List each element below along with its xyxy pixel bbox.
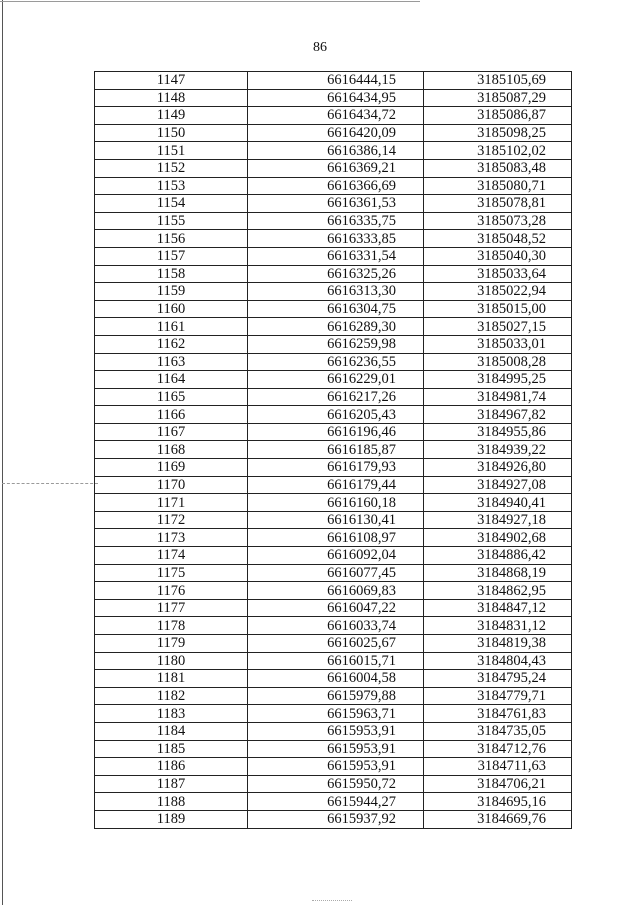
- point-number-cell: 1153: [95, 177, 248, 195]
- point-number-cell: 1182: [95, 687, 248, 705]
- x-coordinate-cell: 6615937,92: [248, 810, 424, 828]
- y-coordinate-cell: 3184886,42: [424, 547, 572, 565]
- y-coordinate-cell: 3184779,71: [424, 687, 572, 705]
- x-coordinate-cell: 6616130,41: [248, 511, 424, 529]
- table-row: [95, 247, 572, 265]
- table-row: [95, 775, 572, 793]
- point-number-cell: 1180: [95, 652, 248, 670]
- y-coordinate-cell: 3184927,08: [424, 476, 572, 494]
- x-coordinate-cell: 6615944,27: [248, 793, 424, 811]
- point-number-cell: 1148: [95, 89, 248, 107]
- y-coordinate-cell: 3184735,05: [424, 722, 572, 740]
- table-row: [95, 529, 572, 547]
- point-number-cell: 1155: [95, 212, 248, 230]
- y-coordinate-cell: 3184847,12: [424, 599, 572, 617]
- x-coordinate-cell: 6616434,72: [248, 107, 424, 125]
- table-row: [95, 142, 572, 160]
- y-coordinate-cell: 3184902,68: [424, 529, 572, 547]
- y-coordinate-cell: 3185078,81: [424, 195, 572, 213]
- point-number-cell: 1156: [95, 230, 248, 248]
- point-number-cell: 1181: [95, 670, 248, 688]
- scan-edge-top: [0, 1, 420, 2]
- x-coordinate-cell: 6616108,97: [248, 529, 424, 547]
- point-number-cell: 1147: [95, 72, 248, 90]
- point-number-cell: 1162: [95, 335, 248, 353]
- point-number-cell: 1189: [95, 810, 248, 828]
- point-number-cell: 1169: [95, 459, 248, 477]
- y-coordinate-cell: 3184711,63: [424, 758, 572, 776]
- x-coordinate-cell: 6616229,01: [248, 371, 424, 389]
- coordinates-table: [94, 71, 572, 829]
- y-coordinate-cell: 3184940,41: [424, 494, 572, 512]
- x-coordinate-cell: 6616333,85: [248, 230, 424, 248]
- table-row: [95, 177, 572, 195]
- x-coordinate-cell: 6616259,98: [248, 335, 424, 353]
- y-coordinate-cell: 3184868,19: [424, 564, 572, 582]
- scan-artifact-bottom: [312, 900, 352, 901]
- point-number-cell: 1160: [95, 300, 248, 318]
- x-coordinate-cell: 6616077,45: [248, 564, 424, 582]
- y-coordinate-cell: 3185080,71: [424, 177, 572, 195]
- scan-artifact: [2, 483, 98, 484]
- table-row: [95, 423, 572, 441]
- table-row: [95, 705, 572, 723]
- table-row: [95, 511, 572, 529]
- y-coordinate-cell: 3185033,01: [424, 335, 572, 353]
- y-coordinate-cell: 3185102,02: [424, 142, 572, 160]
- x-coordinate-cell: 6616069,83: [248, 582, 424, 600]
- table-row: [95, 494, 572, 512]
- x-coordinate-cell: 6616015,71: [248, 652, 424, 670]
- point-number-cell: 1178: [95, 617, 248, 635]
- table-row: [95, 335, 572, 353]
- point-number-cell: 1170: [95, 476, 248, 494]
- x-coordinate-cell: 6616366,69: [248, 177, 424, 195]
- x-coordinate-cell: 6616420,09: [248, 124, 424, 142]
- y-coordinate-cell: 3184695,16: [424, 793, 572, 811]
- point-number-cell: 1150: [95, 124, 248, 142]
- table-row: [95, 722, 572, 740]
- point-number-cell: 1154: [95, 195, 248, 213]
- table-row: [95, 388, 572, 406]
- y-coordinate-cell: 3184967,82: [424, 406, 572, 424]
- x-coordinate-cell: 6616217,26: [248, 388, 424, 406]
- point-number-cell: 1176: [95, 582, 248, 600]
- table-row: [95, 230, 572, 248]
- table-row: [95, 353, 572, 371]
- page-number: 86: [313, 40, 327, 55]
- point-number-cell: 1151: [95, 142, 248, 160]
- table-row: [95, 758, 572, 776]
- table-row: [95, 265, 572, 283]
- x-coordinate-cell: 6616047,22: [248, 599, 424, 617]
- table-row: [95, 564, 572, 582]
- x-coordinate-cell: 6616179,93: [248, 459, 424, 477]
- y-coordinate-cell: 3184712,76: [424, 740, 572, 758]
- y-coordinate-cell: 3185086,87: [424, 107, 572, 125]
- table-row: [95, 670, 572, 688]
- x-coordinate-cell: 6616361,53: [248, 195, 424, 213]
- y-coordinate-cell: 3185083,48: [424, 159, 572, 177]
- point-number-cell: 1187: [95, 775, 248, 793]
- point-number-cell: 1163: [95, 353, 248, 371]
- point-number-cell: 1171: [95, 494, 248, 512]
- table-row: [95, 406, 572, 424]
- table-row: [95, 793, 572, 811]
- y-coordinate-cell: 3185040,30: [424, 247, 572, 265]
- y-coordinate-cell: 3184795,24: [424, 670, 572, 688]
- y-coordinate-cell: 3184804,43: [424, 652, 572, 670]
- y-coordinate-cell: 3184706,21: [424, 775, 572, 793]
- x-coordinate-cell: 6616033,74: [248, 617, 424, 635]
- y-coordinate-cell: 3185105,69: [424, 72, 572, 90]
- point-number-cell: 1158: [95, 265, 248, 283]
- x-coordinate-cell: 6615950,72: [248, 775, 424, 793]
- x-coordinate-cell: 6616444,15: [248, 72, 424, 90]
- y-coordinate-cell: 3184995,25: [424, 371, 572, 389]
- point-number-cell: 1188: [95, 793, 248, 811]
- x-coordinate-cell: 6616434,95: [248, 89, 424, 107]
- x-coordinate-cell: 6615953,91: [248, 722, 424, 740]
- y-coordinate-cell: 3185098,25: [424, 124, 572, 142]
- point-number-cell: 1186: [95, 758, 248, 776]
- table-row: [95, 212, 572, 230]
- table-row: [95, 89, 572, 107]
- y-coordinate-cell: 3185027,15: [424, 318, 572, 336]
- table-row: [95, 107, 572, 125]
- x-coordinate-cell: 6616025,67: [248, 635, 424, 653]
- table-row: [95, 476, 572, 494]
- table-row: [95, 810, 572, 828]
- coordinates-table-body: [95, 72, 572, 829]
- x-coordinate-cell: 6616313,30: [248, 283, 424, 301]
- point-number-cell: 1152: [95, 159, 248, 177]
- table-row: [95, 300, 572, 318]
- point-number-cell: 1179: [95, 635, 248, 653]
- y-coordinate-cell: 3185015,00: [424, 300, 572, 318]
- y-coordinate-cell: 3185048,52: [424, 230, 572, 248]
- table-row: [95, 318, 572, 336]
- point-number-cell: 1183: [95, 705, 248, 723]
- y-coordinate-cell: 3185022,94: [424, 283, 572, 301]
- x-coordinate-cell: 6616179,44: [248, 476, 424, 494]
- x-coordinate-cell: 6616004,58: [248, 670, 424, 688]
- x-coordinate-cell: 6615963,71: [248, 705, 424, 723]
- y-coordinate-cell: 3184981,74: [424, 388, 572, 406]
- point-number-cell: 1175: [95, 564, 248, 582]
- table-row: [95, 740, 572, 758]
- y-coordinate-cell: 3184669,76: [424, 810, 572, 828]
- table-row: [95, 159, 572, 177]
- x-coordinate-cell: 6616304,75: [248, 300, 424, 318]
- x-coordinate-cell: 6616325,26: [248, 265, 424, 283]
- point-number-cell: 1161: [95, 318, 248, 336]
- table-row: [95, 582, 572, 600]
- point-number-cell: 1185: [95, 740, 248, 758]
- x-coordinate-cell: 6616236,55: [248, 353, 424, 371]
- x-coordinate-cell: 6615953,91: [248, 758, 424, 776]
- table-row: [95, 124, 572, 142]
- y-coordinate-cell: 3184862,95: [424, 582, 572, 600]
- y-coordinate-cell: 3184926,80: [424, 459, 572, 477]
- table-row: [95, 195, 572, 213]
- x-coordinate-cell: 6615979,88: [248, 687, 424, 705]
- y-coordinate-cell: 3185073,28: [424, 212, 572, 230]
- x-coordinate-cell: 6616092,04: [248, 547, 424, 565]
- table-row: [95, 687, 572, 705]
- x-coordinate-cell: 6616335,75: [248, 212, 424, 230]
- x-coordinate-cell: 6616160,18: [248, 494, 424, 512]
- y-coordinate-cell: 3184939,22: [424, 441, 572, 459]
- point-number-cell: 1167: [95, 423, 248, 441]
- table-row: [95, 635, 572, 653]
- table-row: [95, 547, 572, 565]
- table-row: [95, 652, 572, 670]
- point-number-cell: 1165: [95, 388, 248, 406]
- y-coordinate-cell: 3185008,28: [424, 353, 572, 371]
- y-coordinate-cell: 3184927,18: [424, 511, 572, 529]
- y-coordinate-cell: 3184819,38: [424, 635, 572, 653]
- point-number-cell: 1149: [95, 107, 248, 125]
- table-row: [95, 441, 572, 459]
- table-row: [95, 599, 572, 617]
- x-coordinate-cell: 6616185,87: [248, 441, 424, 459]
- point-number-cell: 1184: [95, 722, 248, 740]
- y-coordinate-cell: 3184955,86: [424, 423, 572, 441]
- point-number-cell: 1157: [95, 247, 248, 265]
- point-number-cell: 1177: [95, 599, 248, 617]
- table-row: [95, 283, 572, 301]
- x-coordinate-cell: 6616289,30: [248, 318, 424, 336]
- scan-edge-left: [2, 0, 3, 905]
- y-coordinate-cell: 3185033,64: [424, 265, 572, 283]
- x-coordinate-cell: 6616331,54: [248, 247, 424, 265]
- x-coordinate-cell: 6616196,46: [248, 423, 424, 441]
- y-coordinate-cell: 3184761,83: [424, 705, 572, 723]
- table-row: [95, 617, 572, 635]
- point-number-cell: 1164: [95, 371, 248, 389]
- point-number-cell: 1172: [95, 511, 248, 529]
- point-number-cell: 1168: [95, 441, 248, 459]
- x-coordinate-cell: 6615953,91: [248, 740, 424, 758]
- x-coordinate-cell: 6616386,14: [248, 142, 424, 160]
- point-number-cell: 1166: [95, 406, 248, 424]
- y-coordinate-cell: 3185087,29: [424, 89, 572, 107]
- point-number-cell: 1173: [95, 529, 248, 547]
- table-row: [95, 371, 572, 389]
- x-coordinate-cell: 6616369,21: [248, 159, 424, 177]
- table-row: [95, 72, 572, 90]
- point-number-cell: 1159: [95, 283, 248, 301]
- table-row: [95, 459, 572, 477]
- x-coordinate-cell: 6616205,43: [248, 406, 424, 424]
- y-coordinate-cell: 3184831,12: [424, 617, 572, 635]
- point-number-cell: 1174: [95, 547, 248, 565]
